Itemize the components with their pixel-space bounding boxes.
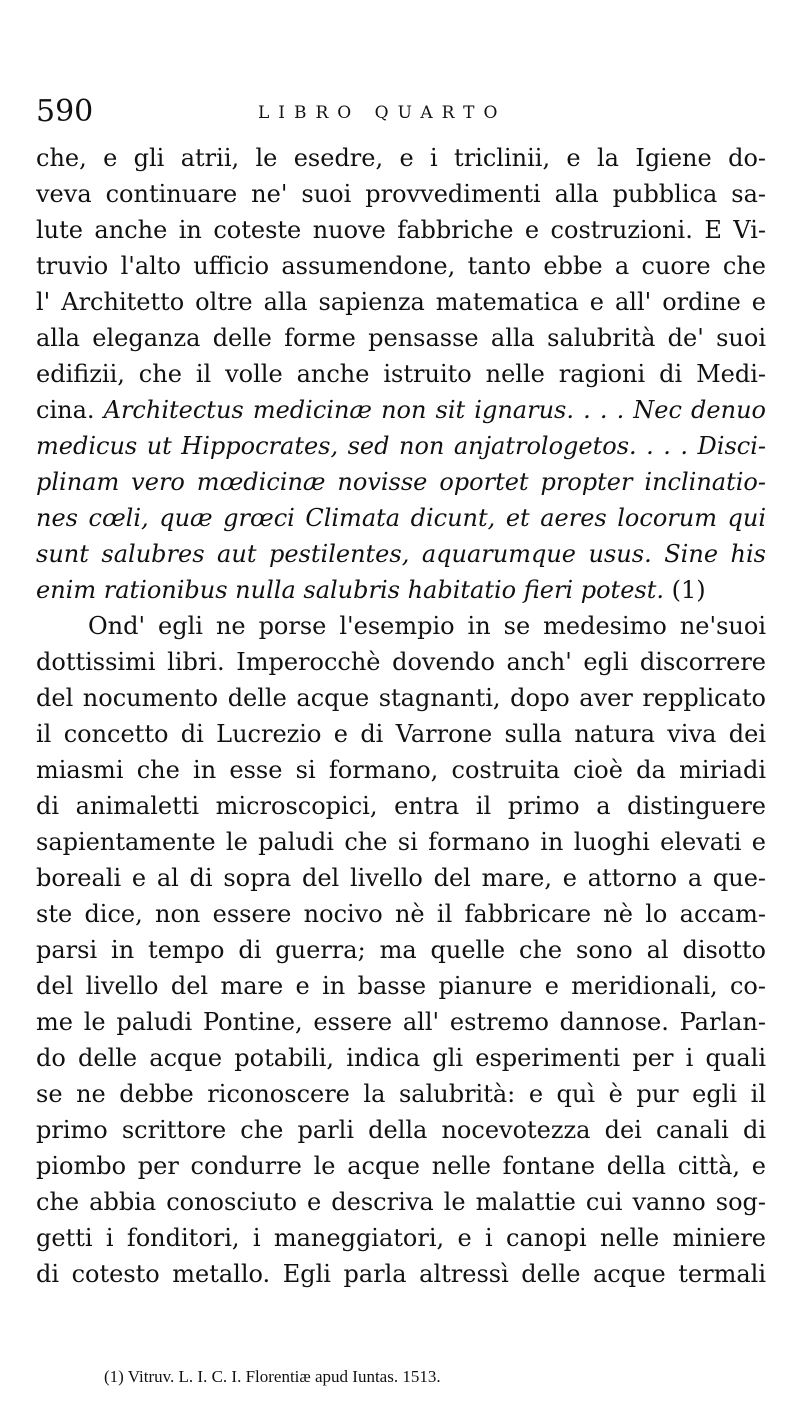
page-number: 590 [36,94,94,129]
text-line [36,392,766,428]
text-line: miasmi che in esse si formano, costruita cioè da miriadi [36,756,766,784]
text-line: nes cœli, quæ grœci Climata dicunt, et aeres locorum qui [36,504,766,532]
text-line: truvio l'alto ufficio assumendone, tanto ebbe a cuore che [36,252,766,280]
text-line: lute anche in coteste nuove fabbriche e costruzioni. E Vi- [36,216,766,244]
text-line: sunt salubres aut pestilentes, aquarumque usus. Sine his [36,540,766,568]
text-line: do delle acque potabili, indica gli esperimenti per i quali [36,1044,766,1072]
text-line: dottissimi libri. Imperocchè dovendo anch' egli discorrere [36,648,766,676]
text-line: del nocumento delle acque stagnanti, dopo aver repplicato [36,684,766,712]
running-title: LIBRO QUARTO [258,103,507,123]
page-header [36,92,766,132]
text-line: veva continuare ne' suoi provvedimenti alla pubblica sa- [36,180,766,208]
text-line: ste dice, non essere nocivo nè il fabbricare nè lo accam- [36,900,766,928]
roman-run: cina. [36,396,104,424]
text-line: getti i fonditori, i maneggiatori, e i canopi nelle miniere [36,1224,766,1252]
body-text [36,140,766,1292]
text-line: sapientamente le paludi che si formano in luoghi elevati e [36,828,766,856]
text-line: se ne debbe riconoscere la salubrità: e quì è pur egli il [36,1080,766,1108]
footnote-marker: (1) [671,576,706,604]
italic-run: enim rationibus nulla salubris habitatio fieri potest. [36,576,672,604]
text-line [36,572,766,608]
text-line: che, e gli atrii, le esedre, e i triclinii, e la Igiene do- [36,144,766,172]
text-line: edifizii, che il volle anche istruito nelle ragioni di Medi- [36,360,766,388]
text-line: alla eleganza delle forme pensasse alla salubrità de' suoi [36,324,766,352]
text-line: che abbia conosciuto e descriva le malattie cui vanno sog- [36,1188,766,1216]
text-line: l' Architetto oltre alla sapienza matematica e all' ordine e [36,288,766,316]
text-line: Ond' egli ne porse l'esempio in se medesimo ne'suoi [88,612,766,640]
text-line: il concetto di Lucrezio e di Varrone sulla natura viva dei [36,720,766,748]
text-line: di animaletti microscopici, entra il primo a distinguere [36,792,766,820]
text-line: di cotesto metallo. Egli parla altressì delle acque termali [36,1260,766,1288]
text-line: boreali e al di sopra del livello del mare, e attorno a que- [36,864,766,892]
text-line: primo scrittore che parli della nocevotezza dei canali di [36,1116,766,1144]
footnote: (1) Vitruv. L. I. C. I. Florentiæ apud Iuntas. 1513. [104,1367,441,1386]
text-line: parsi in tempo di guerra; ma quelle che sono al disotto [36,936,766,964]
text-line: me le paludi Pontine, essere all' estremo dannose. Parlan- [36,1008,766,1036]
text-line: del livello del mare e in basse pianure e meridionali, co- [36,972,766,1000]
text-line: medicus ut Hippocrates, sed non anjatrologetos. . . . Disci- [36,432,766,460]
text-line: plinam vero mœdicinæ novisse oportet propter inclinatio- [36,468,766,496]
text-line: piombo per condurre le acque nelle fontane della città, e [36,1152,766,1180]
italic-run: Architectus medicinæ non sit ignarus. . . . Nec denuo [103,396,766,424]
